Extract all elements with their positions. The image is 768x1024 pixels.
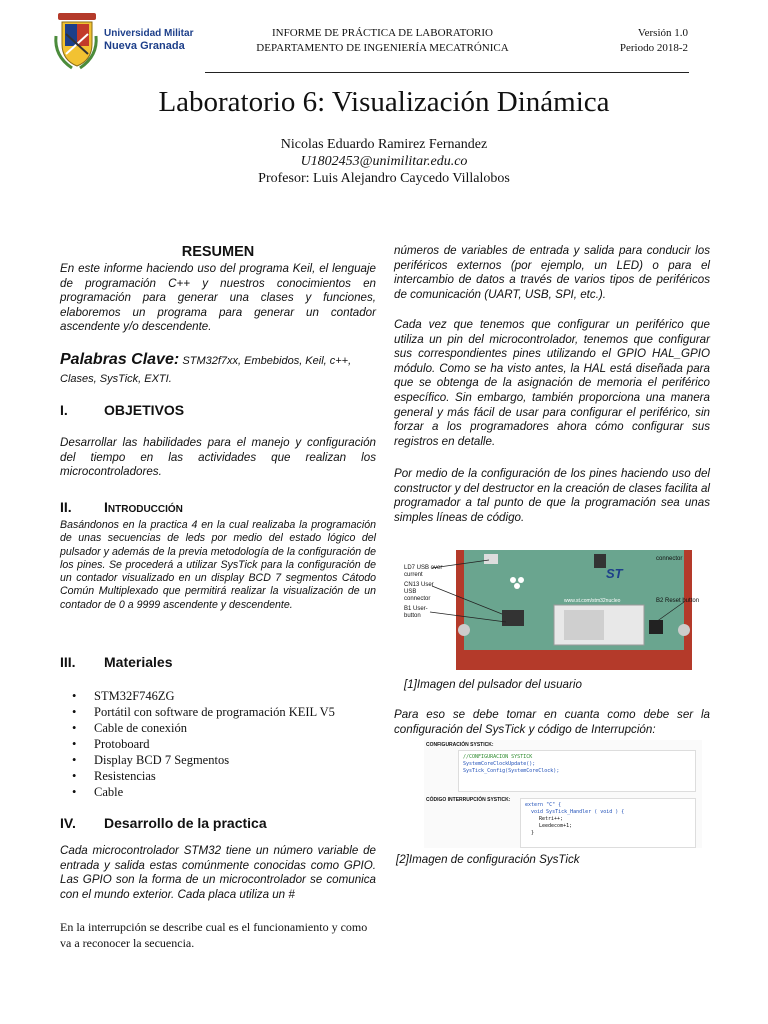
period-label: Periodo 2018-2 (619, 42, 688, 54)
ld7-label: LD7 USB over current (404, 565, 443, 578)
figure-caption-1: [1]Imagen del pulsador del usuario (404, 678, 582, 691)
resumen-heading: RESUMEN (181, 244, 255, 260)
materials-list-item: • Protoboard (60, 736, 376, 752)
code-label-config: CONFIGURACIÓN SYSTICK: (426, 742, 494, 748)
header-line2: DEPARTAMENTO DE INGENIERÍA MECATRÓNICA (256, 42, 509, 54)
section-introduccion-heading: II. Introducción (60, 499, 183, 515)
materials-list-item: • Cable (60, 784, 376, 800)
logo-text-line1: Universidad Militar (104, 28, 194, 39)
header-divider (205, 72, 689, 73)
code-line-leedecom: Leedecom+1; (539, 823, 573, 829)
header-line1: INFORME DE PRÁCTICA DE LABORATORIO (271, 27, 494, 39)
author-email: U1802453@unimilitar.edu.co (300, 154, 468, 169)
figure-caption-2: [2]Imagen de configuración SysTick (396, 853, 580, 866)
section-materiales-heading: III. Materiales (60, 654, 173, 670)
b1-label: B1 User-button (404, 606, 428, 619)
code-line-handler: void SysTick_Handler ( void ) { (531, 809, 625, 815)
code-line-config: SysTick_Config(SystemCoreClock); (463, 768, 560, 774)
code-block-interrupt (520, 798, 696, 848)
st-brand-logo: ST (606, 566, 623, 581)
materials-list-item: • STM32F746ZG (60, 688, 376, 704)
code-line-comment: //CONFIGURACION SYSTICK (463, 754, 533, 760)
author-name: Nicolas Eduardo Ramirez Fernandez (280, 137, 488, 152)
university-logo (52, 10, 202, 72)
cn13-label: CN13 User USB connector (404, 582, 434, 602)
logo-text-line2: Nueva Granada (104, 40, 185, 52)
materials-list-item: • Cable de conexión (60, 720, 376, 736)
code-line-retri: Retri++; (539, 816, 564, 822)
version-label: Versión 1.0 (637, 27, 688, 39)
keywords-text: STM32f7xx, Embebidos, Keil, c++, Clases, SysTick, EXTI. (60, 355, 352, 385)
board-url: www.st.com/stm32nucleo (564, 598, 621, 604)
authors-block (0, 136, 768, 187)
b2-label: B2 Reset button (656, 598, 700, 604)
code-line-extern: extern "C" { (525, 802, 562, 808)
objetivos-text: Desarrollar las habilidades para el manejo y configuración del tiempo en las actividades que realizan los microcontroladores. (60, 436, 376, 479)
materials-list-item: • Portátil con software de programación KEIL V5 (60, 704, 376, 720)
resumen-text: En este informe haciendo uso del programa Keil, el lenguaje de programación C++ y nuestros conocimientos en programación para generar una clases y funciones, elaboremos un programa para generar un contador ascendente y/o descendente. (60, 262, 376, 334)
right-paragraph-2: Cada vez que tenemos que configurar un periférico que utiliza un pin del microcontrolador, tenemos que configurar sus correspondientes pines utilizando el GPIO HAL_GPIO módulo. Como se ha visto antes, la HAL está diseñada para que se obtenga de la asignación de memoria el periférico específico. Sin embargo, también proporciona una manera general y más fácil de usar para configurar el periférico, sin forzar a los programadores ahora cómo configurar sus registros en detalle. (394, 318, 710, 448)
code-line-update: SystemCoreClockUpdate(); (463, 761, 536, 767)
code-block-config (458, 750, 696, 792)
code-line-close: } (531, 830, 535, 836)
keywords (60, 351, 376, 388)
figure-user-button (394, 550, 712, 672)
connector-label: connector (656, 556, 683, 562)
materials-list (60, 688, 376, 800)
right-paragraph-4: Para eso se debe tomar en cuanta como debe ser la configuración del SysTick y código de Interrupción: (394, 708, 710, 736)
section-objetivos-heading: I. OBJETIVOS (60, 402, 185, 418)
desarrollo-text: Cada microcontrolador STM32 tiene un número variable de entrada y salida estas comúnmente conocidas como GPIO. Las GPIO son la forma de un microcontrolador se comunica con el mundo exterior. Cada placa utiliza un # (60, 844, 376, 901)
code-label-interrupt: CÓDIGO INTERRUPCIÓN SYSTICK: (426, 797, 511, 803)
introduccion-text: Basándonos en la practica 4 en la cual realizaba la programación de unas secuencias de leds por medio del estado lógico del pulsador y además de la previa metodología de la configuración de los pines. Se procederá a utilizar SysTick para la configuración de un contador visualizado en un display BCD 7 segmentos Cátodo Común Multiplexado que permitirá realizar la visualización de un contador de 0 a 9999 ascendente y descendente. (60, 519, 376, 611)
right-paragraph-1: números de variables de entrada y salida para conducir los periféricos externos (por ejemplo, un LED) o para el intercambio de datos a través de varios tipos de periféricos de comunicación (UART, USB, SPI, etc.). (394, 244, 710, 301)
version-block (590, 26, 688, 56)
figure-systick-code (424, 740, 702, 848)
professor-name: Profesor: Luis Alejandro Caycedo Villalobos (258, 171, 510, 186)
desarrollo-text-2: En la interrupción se describe cual es el funcionamiento y como va a reconocer la secuencia. (60, 920, 368, 950)
right-paragraph-3: Por medio de la configuración de los pines haciendo uso del constructor y del destructor en la creación de clases facilita al programador a tal punto de que la programación sea unas simples líneas de código. (394, 467, 710, 524)
keywords-label: Palabras Clave: (60, 351, 180, 368)
materials-list-item: • Display BCD 7 Segmentos (60, 752, 376, 768)
page-title: Laboratorio 6: Visualización Dinámica (158, 86, 610, 118)
section-desarrollo-heading: IV. Desarrollo de la practica (60, 815, 267, 831)
materials-list-item: • Resistencias (60, 768, 376, 784)
report-header (205, 26, 560, 56)
